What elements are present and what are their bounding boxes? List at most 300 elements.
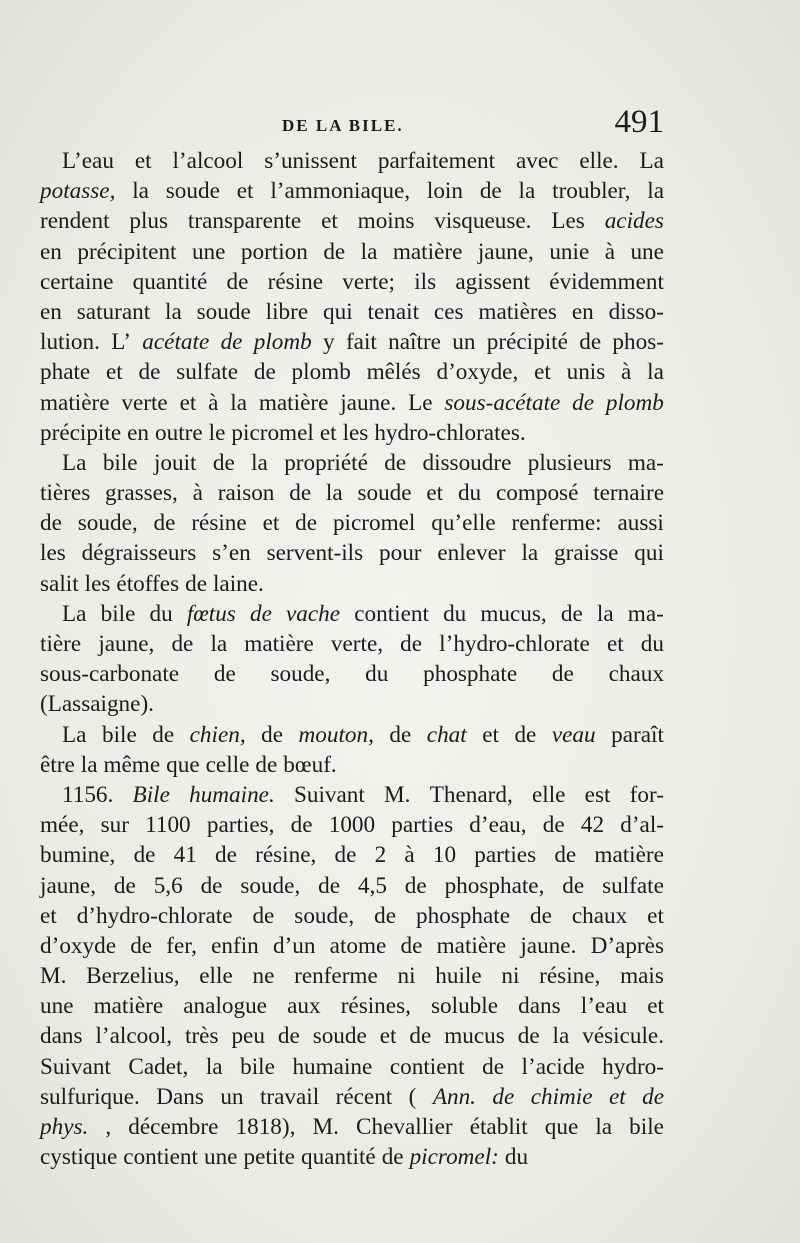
text-line (40, 991, 664, 1021)
word: une (203, 1144, 238, 1171)
text-line (40, 871, 664, 901)
word: l’alcool (172, 148, 244, 174)
word: bile (102, 449, 138, 476)
word: résine (191, 510, 247, 537)
word: parties (391, 812, 454, 839)
word: une (630, 238, 664, 265)
word: L’eau (62, 148, 114, 174)
word: soude (357, 480, 412, 507)
word: la (165, 298, 182, 325)
word: ( (408, 1083, 417, 1110)
word: celle (205, 751, 250, 778)
word: ils (414, 268, 437, 295)
word: plus (129, 208, 169, 235)
word: précipitent (77, 238, 177, 265)
word: 4,5 (357, 872, 387, 899)
word: la (647, 178, 664, 205)
word: phys. (40, 1114, 89, 1140)
word: matière (40, 389, 110, 416)
word: de (492, 1083, 515, 1110)
word: bile (101, 721, 137, 748)
word: et (482, 721, 499, 748)
word: sulfurique. (40, 1083, 140, 1110)
word: en (127, 419, 150, 446)
word: résine, (539, 963, 601, 990)
word: et (608, 1083, 626, 1110)
word: 1100 (145, 812, 191, 839)
word: unie (549, 238, 590, 265)
word: et (134, 148, 152, 174)
word: matière (392, 238, 463, 265)
word: de (212, 449, 235, 476)
word: plomb (605, 389, 664, 416)
word: de (277, 1023, 300, 1050)
word: (Lassaigne). (40, 691, 154, 718)
word: être (40, 751, 75, 778)
word: La (62, 600, 87, 627)
word: for- (629, 781, 664, 808)
text-line (40, 1052, 664, 1082)
word: disso- (608, 298, 664, 325)
word: le (208, 419, 226, 446)
word: parties (474, 842, 537, 869)
word: d’un (272, 932, 316, 959)
word: évidemment (549, 268, 664, 295)
word: jaune. (520, 932, 577, 959)
word: pour (379, 540, 422, 567)
word: l’hydro-chlorate (439, 631, 590, 657)
word: salit (40, 570, 79, 597)
word: du (365, 661, 389, 688)
word: matière (436, 932, 507, 959)
word: Berzelius, (86, 963, 180, 990)
text-line (40, 146, 664, 176)
word: de (400, 932, 423, 959)
word: sous-carbonate (40, 661, 180, 688)
word: chat (426, 721, 467, 748)
word: renferme: (511, 510, 602, 537)
word: chimie (530, 1083, 593, 1110)
word: du (149, 600, 173, 627)
word: phosphate (423, 661, 518, 688)
word: de (200, 872, 223, 899)
word: de (389, 721, 412, 748)
word: acides (604, 208, 664, 235)
word: soluble (431, 993, 498, 1020)
word: jaune, (40, 872, 97, 899)
text-line (40, 840, 664, 870)
word: de (479, 178, 502, 205)
word: la (230, 389, 248, 416)
word: acétate (142, 329, 210, 356)
word: de (318, 872, 341, 899)
word: résines, (340, 993, 411, 1020)
word: quantité (132, 268, 208, 295)
word: de (40, 510, 62, 537)
word: transparente (187, 208, 302, 235)
word: verte (121, 389, 168, 416)
word: hydro-chlorates. (374, 419, 526, 446)
word: grasses, (105, 480, 178, 507)
paragraph (40, 780, 664, 1172)
word: La (639, 148, 664, 174)
paragraph (40, 448, 664, 599)
word: et (647, 902, 664, 929)
word: l’acide (521, 1053, 585, 1080)
word: et (606, 631, 624, 657)
word: avec (515, 148, 559, 174)
word: de (514, 721, 537, 748)
word: quantité (300, 1144, 376, 1171)
text-line (40, 810, 664, 840)
word: jaune. (340, 389, 397, 416)
paragraph (40, 720, 664, 780)
word: M. (384, 781, 411, 808)
word: de (185, 570, 207, 597)
word: Cadet, (128, 1053, 189, 1080)
word: laine. (212, 570, 264, 597)
word: et (379, 1023, 397, 1050)
word: et (321, 208, 338, 235)
word: que (166, 751, 200, 778)
word: de (560, 600, 583, 627)
text-line (40, 538, 664, 568)
word: peu (231, 1023, 265, 1050)
word: mêlés (366, 359, 421, 386)
word: la (132, 178, 149, 205)
word: libre (265, 298, 309, 325)
word: phosphate (416, 902, 511, 929)
word: de (551, 661, 574, 688)
word: La (62, 449, 87, 476)
word: à (192, 480, 203, 507)
text-line (40, 1082, 664, 1112)
word: de (517, 1023, 540, 1050)
word: Thenard, (429, 781, 513, 808)
word: lution. (40, 329, 100, 356)
word: vache (286, 600, 341, 627)
word: sulfate (176, 359, 239, 386)
word: parties, (206, 812, 275, 839)
word: de (130, 932, 153, 959)
word: de (249, 600, 272, 627)
word: bile (100, 600, 136, 627)
word: décembre (128, 1114, 219, 1140)
word: la (80, 751, 98, 778)
word: et (40, 902, 57, 929)
word: analogue (183, 993, 267, 1020)
text-line (40, 629, 664, 659)
word: de (482, 1053, 504, 1080)
text-line (40, 901, 664, 931)
paragraph (40, 599, 664, 720)
word: saturant (76, 298, 151, 325)
word: de (153, 510, 176, 537)
word: de (381, 1144, 404, 1171)
word: portion (240, 238, 308, 265)
word: les (84, 570, 111, 597)
word: propriété (284, 449, 368, 476)
word: ni (501, 963, 520, 990)
word: renferme (294, 963, 378, 990)
word: de (152, 721, 175, 748)
text-line (40, 176, 664, 206)
word: troubler, (552, 178, 631, 205)
word: Le (408, 389, 433, 416)
word: mouton, (298, 721, 374, 748)
word: la (251, 449, 268, 476)
word: atome (329, 932, 387, 959)
word: chaux (608, 661, 664, 688)
word: phos- (612, 329, 664, 356)
word: de (295, 510, 318, 537)
word: dans (518, 993, 561, 1020)
word: elle (531, 781, 566, 808)
word: sous-acétate (444, 389, 561, 416)
word: à (604, 238, 615, 265)
word: moins (357, 208, 415, 235)
word: M. (40, 963, 67, 990)
word: la (647, 359, 664, 386)
word: du (457, 480, 482, 507)
word: même (103, 751, 161, 778)
word: composé (495, 480, 579, 507)
word: travail (259, 1083, 320, 1110)
word: s’unissent (264, 148, 357, 174)
word: d’oxyde, (436, 359, 519, 386)
word: contient (389, 1053, 465, 1080)
word: de (220, 329, 243, 356)
word: d’al- (620, 812, 664, 839)
word: l’alcool, (95, 1023, 173, 1050)
word: sulfate (602, 872, 664, 899)
word: la (210, 631, 228, 657)
word: mucus (444, 1023, 505, 1050)
text-line (40, 297, 664, 327)
word: bile (240, 1053, 275, 1080)
word: matières (478, 298, 557, 325)
word: de (213, 661, 236, 688)
word: cystique (40, 1144, 118, 1171)
word: et (647, 993, 664, 1020)
word: agissent (455, 268, 531, 295)
word: mucus, (480, 600, 547, 627)
word: L’ (111, 329, 131, 356)
word: y (323, 329, 335, 356)
word: une (191, 238, 226, 265)
word: soude (196, 298, 251, 325)
word: de (404, 872, 427, 899)
word: et (236, 178, 254, 205)
word: M. (312, 1114, 339, 1140)
text-line (40, 448, 664, 478)
word: à (621, 359, 632, 386)
word: mais (620, 963, 664, 990)
word: Suivant (293, 781, 365, 808)
word: enfin (211, 932, 259, 959)
word: potasse, (40, 178, 116, 205)
word: soude, (270, 661, 331, 688)
word: la (518, 178, 536, 205)
word: un (452, 329, 476, 356)
word: graisse (554, 540, 619, 567)
word: chien, (189, 721, 246, 748)
word: picromel (231, 419, 314, 446)
text-line (40, 1112, 664, 1142)
word: de (572, 389, 595, 416)
word: humaine. (189, 781, 275, 808)
text-line (40, 599, 664, 629)
word: à (404, 842, 415, 869)
word: très (185, 1023, 219, 1050)
word: paraît (611, 721, 664, 748)
word: contient (354, 600, 429, 627)
word: fœtus (186, 600, 236, 627)
word: de (253, 359, 276, 386)
word: résine, (255, 842, 317, 869)
word: petite (243, 1144, 295, 1171)
word: 1156. (62, 781, 114, 808)
word: Bile (132, 781, 170, 808)
word: qui (323, 298, 353, 325)
word: jouit (153, 449, 197, 476)
word: verte; (342, 268, 396, 295)
word: matière (594, 842, 664, 869)
word: bumine, (40, 842, 116, 869)
text-line (40, 357, 664, 387)
text-line (40, 659, 664, 689)
word: d’eau, (469, 812, 527, 839)
word: loin (426, 178, 463, 205)
word: 1000 (328, 812, 376, 839)
word: bœuf. (283, 751, 337, 778)
word: soude (312, 1023, 367, 1050)
word: de (252, 902, 275, 929)
word: verte, (330, 631, 384, 657)
word: plusieurs (527, 449, 612, 476)
word: tières (40, 480, 91, 507)
word: Dans (156, 1083, 204, 1110)
word: un (220, 1083, 244, 1110)
word: d’oxyde (40, 932, 116, 959)
word: Chevallier (356, 1114, 453, 1140)
word: et (426, 480, 444, 507)
text-line (40, 237, 664, 267)
text-line (40, 206, 664, 236)
word: D’après (590, 932, 664, 959)
word: la (521, 540, 539, 567)
word: ma- (627, 600, 664, 627)
word: soude, (240, 872, 301, 899)
word: la (596, 600, 614, 627)
text-line (40, 780, 664, 810)
word: l’ammoniaque, (270, 178, 411, 205)
word: aux (287, 993, 321, 1020)
word: de (323, 238, 346, 265)
word: du (640, 631, 664, 657)
word: établit (469, 1114, 528, 1140)
text-line (40, 418, 664, 448)
text-line (40, 388, 664, 418)
word: 41 (173, 842, 197, 869)
text-line (40, 569, 664, 599)
word: mée, (40, 812, 85, 839)
word: outre (155, 419, 203, 446)
word: phosphate, (444, 872, 545, 899)
word: de (290, 812, 313, 839)
word: de (334, 842, 357, 869)
word: précipité (486, 329, 568, 356)
word: en (40, 298, 62, 325)
text-line (40, 931, 664, 961)
body-text (40, 146, 664, 1172)
word: étoffes (116, 570, 180, 597)
word: de (409, 1023, 432, 1050)
word: la (205, 1053, 223, 1080)
word: huile (435, 963, 482, 990)
word: est (584, 781, 611, 808)
word: tenait (367, 298, 420, 325)
word: Les (551, 208, 585, 235)
word: de (579, 329, 602, 356)
word: servent-ils (266, 540, 364, 567)
word: chaux (571, 902, 628, 929)
word: picromel (332, 510, 416, 537)
text-line (40, 750, 664, 780)
word: de (171, 631, 194, 657)
word: enlever (437, 540, 506, 567)
word: ne (252, 963, 275, 990)
word: et (106, 359, 123, 386)
word: les (342, 419, 369, 446)
word: soude, (77, 510, 138, 537)
word: et (534, 359, 551, 386)
word: 10 (432, 842, 457, 869)
word: de (400, 631, 423, 657)
word: La (62, 721, 87, 748)
word: naître (388, 329, 441, 356)
word: les (40, 540, 66, 567)
word: de (529, 902, 552, 929)
word: de (289, 480, 312, 507)
text-line (40, 689, 664, 719)
word: Ann. (432, 1083, 476, 1110)
word: en (571, 298, 594, 325)
word: récent (335, 1083, 393, 1110)
word: de (642, 1083, 664, 1110)
word: aussi (617, 510, 664, 537)
word: raison (217, 480, 275, 507)
word: et (262, 510, 280, 537)
word: l’eau (580, 993, 628, 1020)
word: visqueuse. (434, 208, 532, 235)
text-line (40, 1021, 664, 1051)
word: 5,6 (153, 872, 183, 899)
word: picromel: (409, 1144, 499, 1171)
word: précipite (40, 419, 122, 446)
word: sur (100, 812, 129, 839)
word: matière (258, 389, 329, 416)
word: , (105, 1114, 112, 1140)
word: de (215, 842, 237, 869)
word: Suivant (40, 1053, 111, 1080)
word: ces (433, 298, 464, 325)
text-line (40, 1142, 664, 1172)
word: fait (345, 329, 377, 356)
word: de (113, 872, 136, 899)
word: du (504, 1144, 529, 1171)
word: qu’elle (431, 510, 496, 537)
